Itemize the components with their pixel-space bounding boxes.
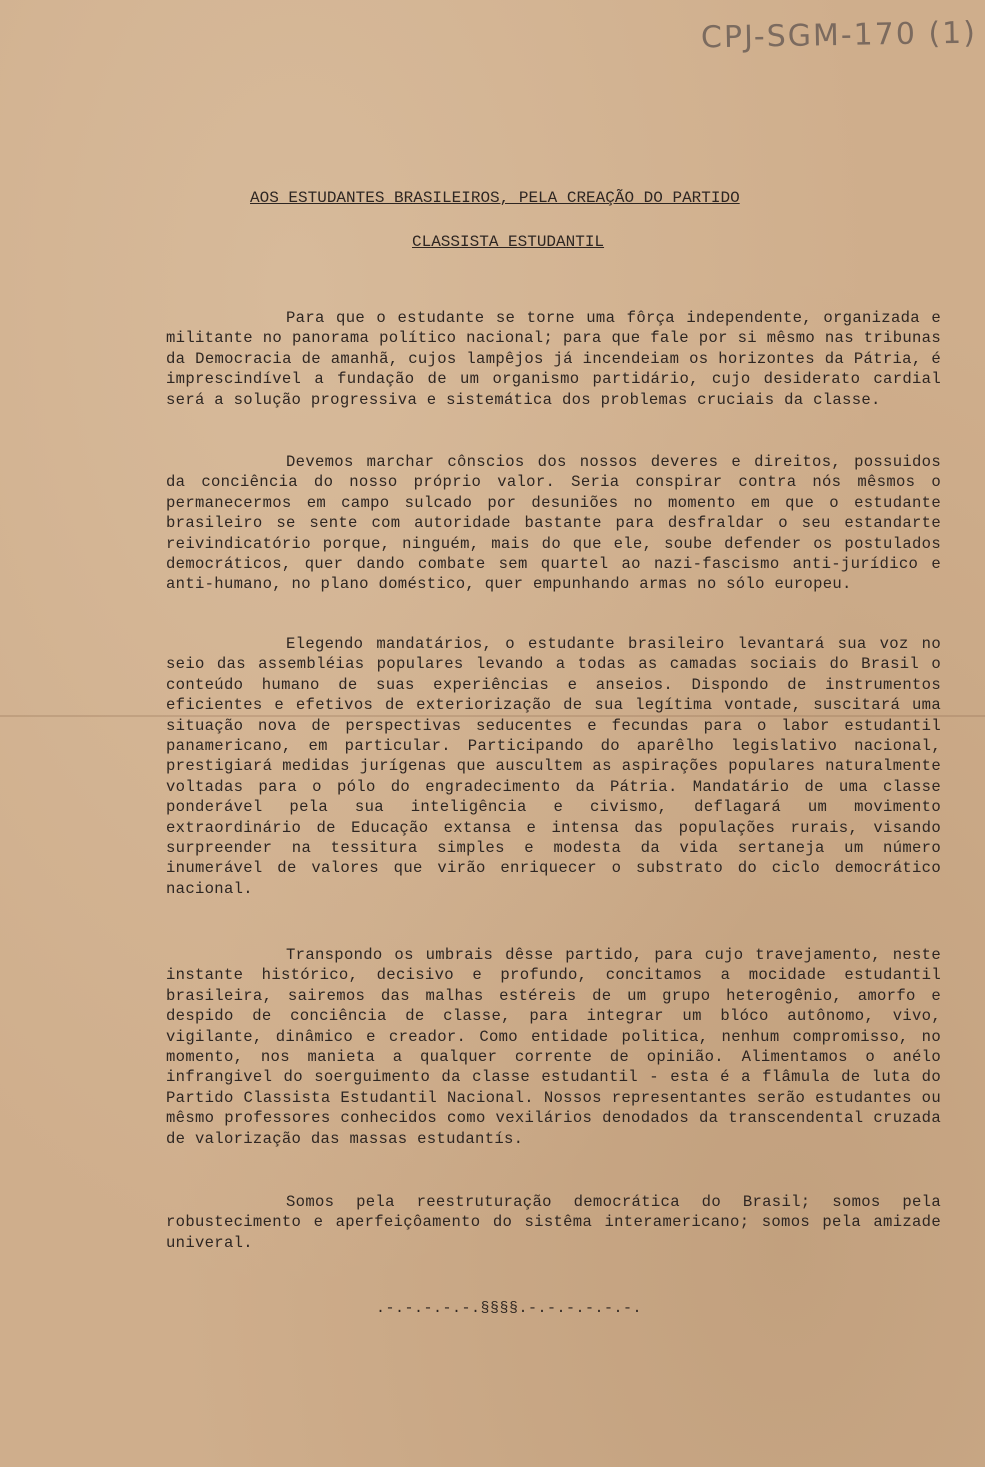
paragraph-5: Somos pela reestruturação democrática do Brasil; somos pela robustecimento e aperfeiçôamento do sistêma interamericano; somos pela amizade univeral. (166, 1193, 941, 1252)
paragraph-4: Transpondo os umbrais dêsse partido, para cujo travejamento, neste instante histórico, decisivo e profundo, concitamos a mocidade estudantil brasileira, sairemos das malhas estéreis de um grupo heterogênio, amorfo e despido de conciência de classe, para integrar um blóco autônomo, vivo, vigilante, dinâmico e creador. Como entidade politica, nenhum compromisso, no momento, nos manieta a qualquer corrente de opinião. Alimentamos o anélo infrangivel do soerguimento da classe estudantil - esta é a flâmula de luta do Partido Classista Estudantil Nacional. Nossos representantes serão estudantes ou mêsmo professores conhecidos como vexilários denodados da transcendental cruzada de valorização das massas estudantís. (166, 946, 941, 1148)
paragraph-1: Para que o estudante se torne uma fôrça independente, organizada e militante no panorama político nacional; para que fale por si mêsmo nas tribunas da Democracia de amanhã, cujos lampêjos já incendeiam os horizontes da Pátria, é imprescindível a fundação de um organismo partidário, cujo desiderato cardial será a solução progressiva e sistemática dos problemas cruciais da classe. (166, 309, 941, 409)
paragraph-2: Devemos marchar cônscios dos nossos deveres e direitos, possuidos da conciência do nosso próprio valor. Seria conspirar contra nós mêsmos o permanecermos em campo sulcado por desuniões no momento em que o estudante brasileiro se sente com autoridade bastante para desfraldar o seu estandarte reivindicatório porque, ninguém, mais do que ele, soube defender os postulados democráticos, quer dando combate sem quartel ao nazi-fascismo anti-jurídico e anti-humano, no plano doméstico, quer empunhando armas no sólo europeu. (166, 453, 941, 594)
document-title-line2: CLASSISTA ESTUDANTIL (412, 233, 605, 251)
paragraph-3: Elegendo mandatários, o estudante brasileiro levantará sua voz no seio das assembléias populares levando a todas as camadas sociais do Brasil o conteúdo humano de suas experiências e anseios. Dispondo de instrumentos eficientes e efetivos de exteriorização de sua legítima vontade, suscitará uma situação nova de perspectivas seducentes e fecundas para o labor estudantil panamericano, em particular. Participando do aparêlho legislativo nacional, prestigiará medidas jurígenas que auscultem as aspirações populares naturalmente voltadas para o pólo do engradecimento da Pátria. Mandatário de uma classe ponderável pela sua inteligência e civismo, deflagará um movimento extraordinário de Educação extansa e intensa das populações rurais, visando surpreender na tessitura simples e modesta da vida sertaneja um número inumerável de valores que virão enriquecer o substrato do ciclo democrático nacional. (166, 635, 941, 898)
document-title-line1: AOS ESTUDANTES BRASILEIROS, PELA CREAÇÃO DO PARTIDO (250, 189, 740, 207)
closing-separator: .-.-.-.-.-.§§§§.-.-.-.-.-.-. (376, 1300, 643, 1317)
archive-code: CPJ-SGM-170 (1) (700, 15, 978, 56)
